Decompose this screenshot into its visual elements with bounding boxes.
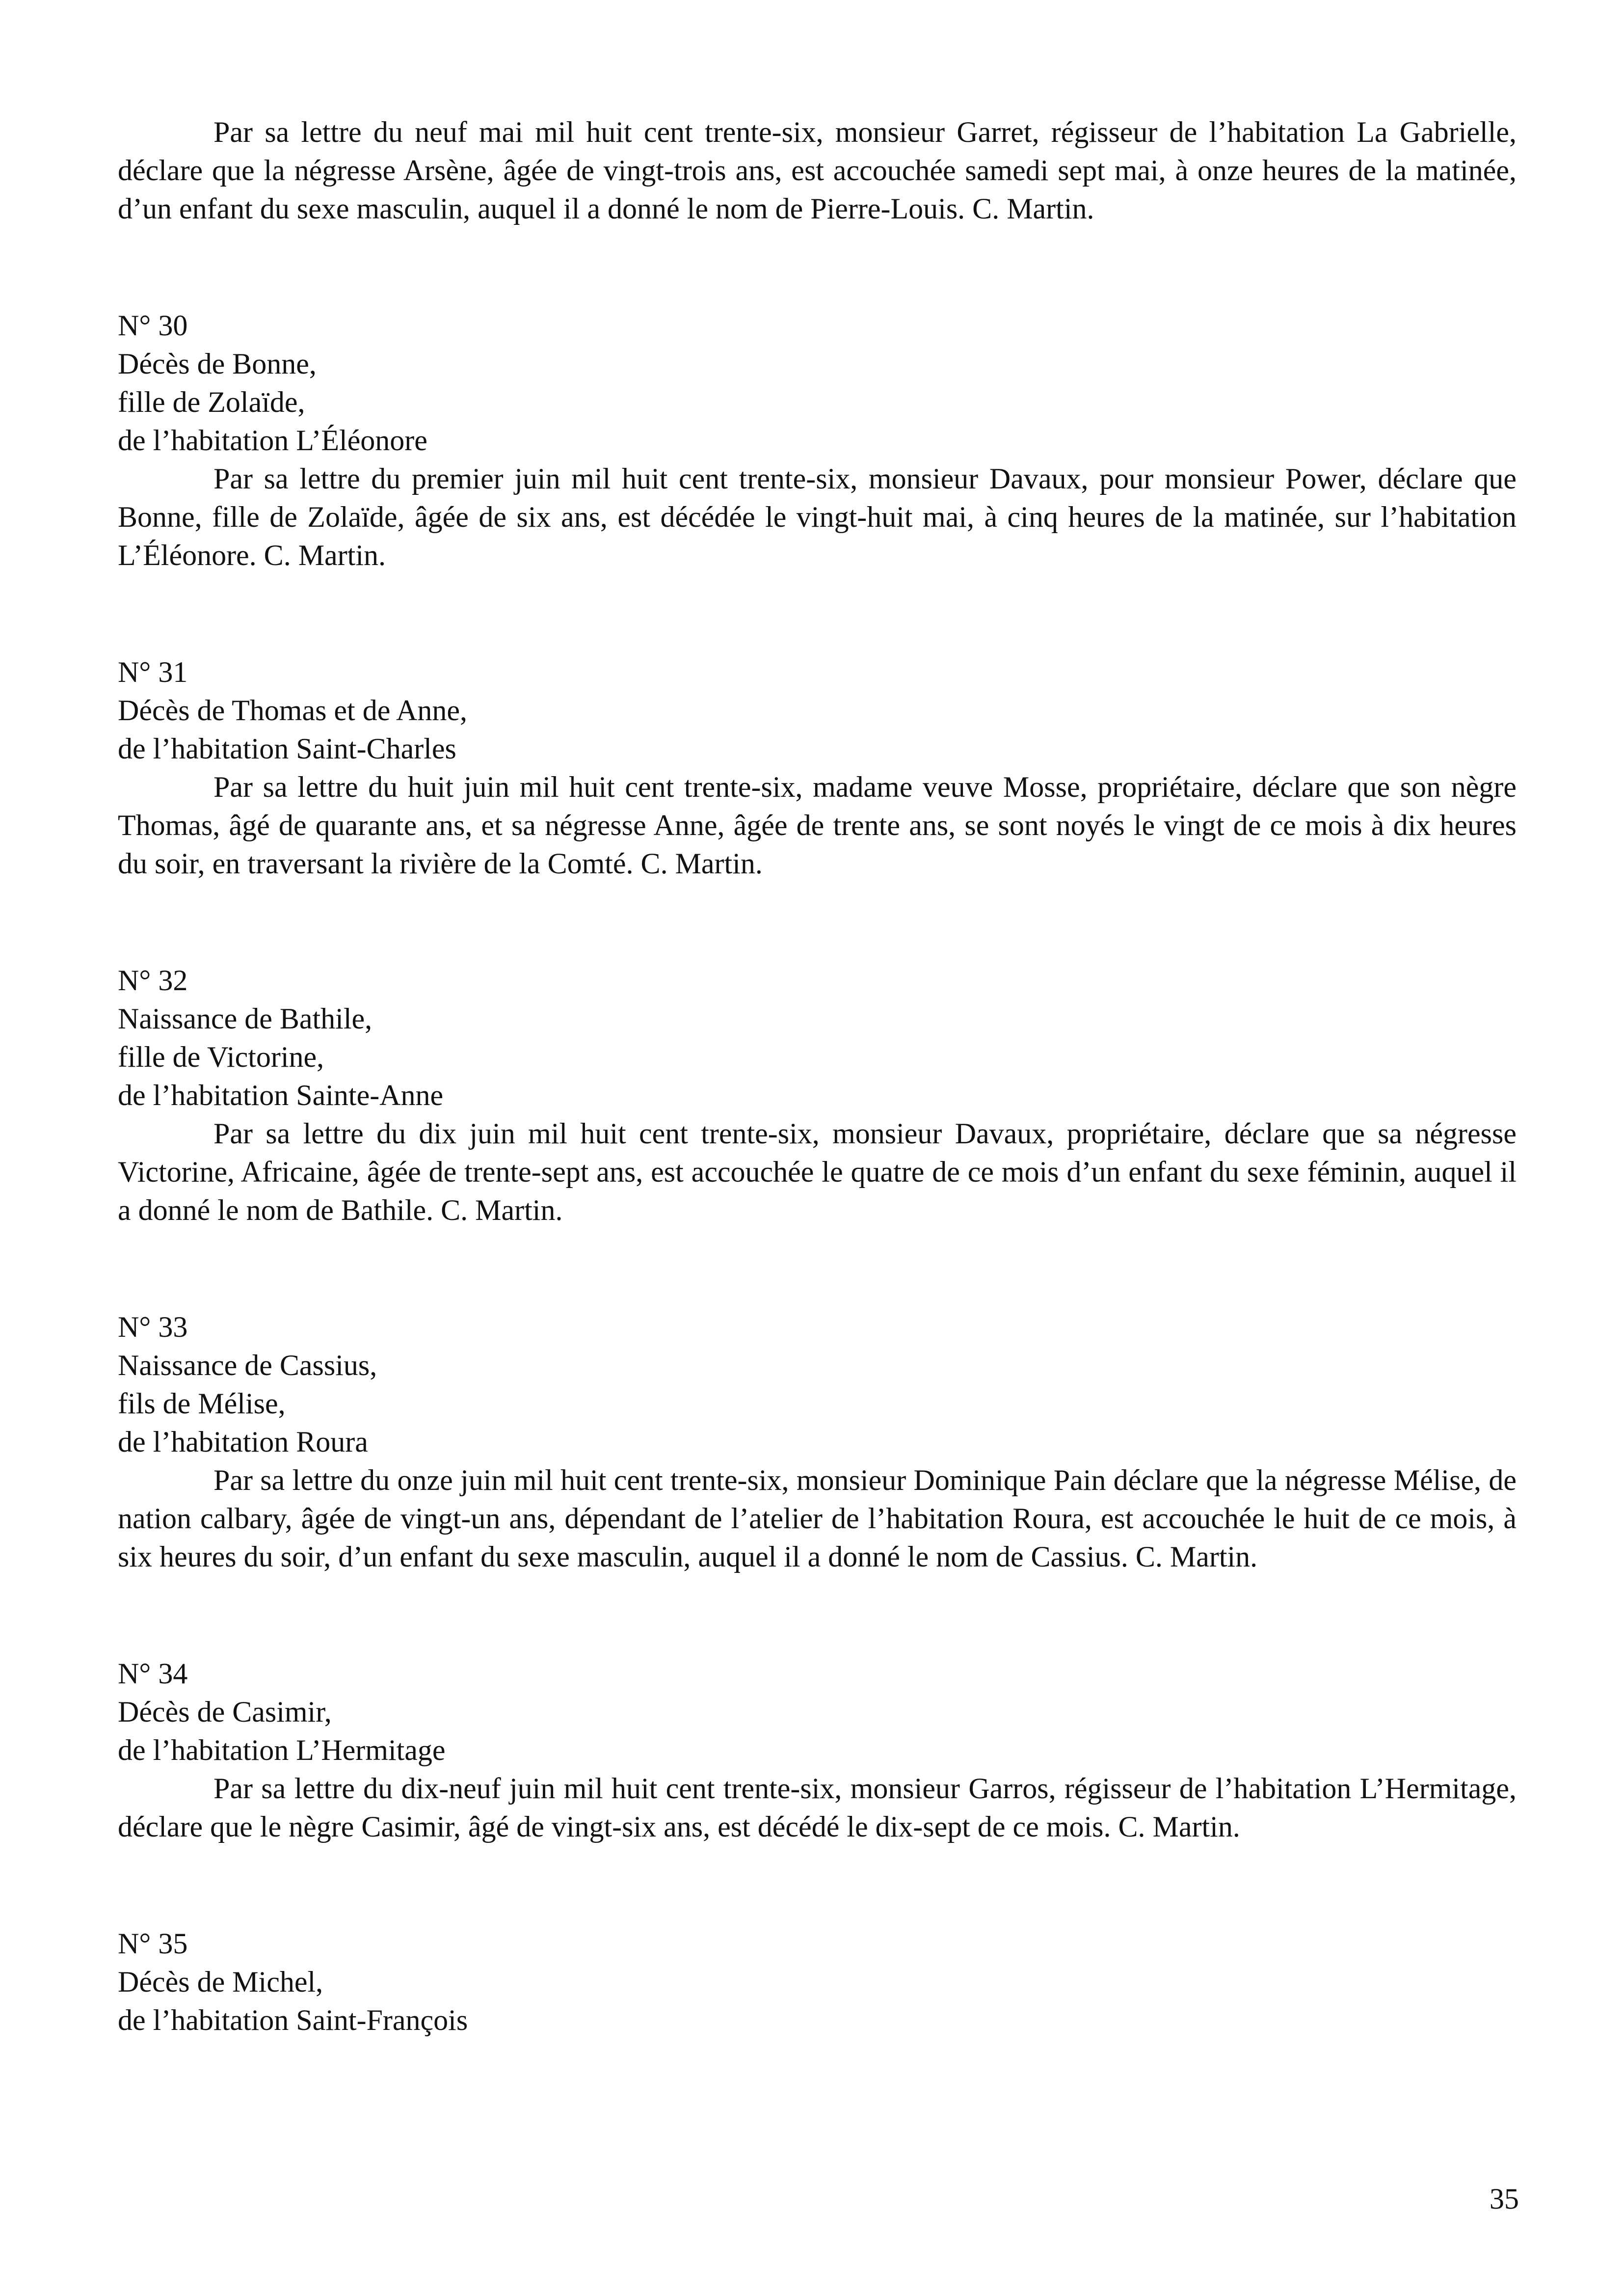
entry-heading-line: fille de Zolaïde, [118, 386, 305, 418]
entry-number: N° 35 [118, 1927, 188, 1960]
entry-heading-line: fille de Victorine, [118, 1041, 324, 1073]
entry-heading-line: de l’habitation Roura [118, 1426, 368, 1458]
entry-heading-line: Naissance de Bathile, [118, 1002, 372, 1035]
entry-31 [118, 653, 1517, 883]
entry-number: N° 34 [118, 1657, 188, 1690]
entry-body: Par sa lettre du dix-neuf juin mil huit cent trente-six, monsieur Garros, régisseur de l’habitation L’Hermitage, déclare que le nègre Casimir, âgé de vingt-six ans, est décédé le dix-sept de ce mois. C. Martin. [118, 1772, 1517, 1843]
entry-number: N° 30 [118, 309, 188, 342]
entry-heading-line: Décès de Michel, [118, 1966, 323, 1998]
opening-paragraph: Par sa lettre du neuf mai mil huit cent trente-six, monsieur Garret, régisseur de l’habitation La Gabrielle, déclare que la négresse Arsène, âgée de vingt-trois ans, est accouchée samedi sept mai, à onze heures de la matinée, d’un enfant du sexe masculin, auquel il a donné le nom de Pierre-Louis. C. Martin. [118, 116, 1517, 225]
entry-heading-line: de l’habitation L’Hermitage [118, 1734, 446, 1766]
entry-30 [118, 306, 1517, 574]
entry-body: Par sa lettre du onze juin mil huit cent trente-six, monsieur Dominique Pain déclare que la négresse Mélise, de nation calbary, âgée de vingt-un ans, dépendant de l’atelier de l’habitation Roura, est accouchée le huit de ce mois, à six heures du soir, d’un enfant du sexe masculin, auquel il a donné le nom de Cassius. C. Martin. [118, 1464, 1517, 1573]
entry-35 [118, 1924, 1517, 2039]
entry-heading-line: de l’habitation Saint-Charles [118, 732, 456, 765]
entry-heading-line: Décès de Casimir, [118, 1696, 332, 1728]
entry-34 [118, 1654, 1517, 1846]
entry-heading-line: de l’habitation Saint-François [118, 2004, 468, 2036]
entry-body: Par sa lettre du huit juin mil huit cent trente-six, madame veuve Mosse, propriétaire, déclare que son nègre Thomas, âgé de quarante ans, et sa négresse Anne, âgée de trente ans, se sont noyés le vingt de ce mois à dix heures du soir, en traversant la rivière de la Comté. C. Martin. [118, 771, 1517, 880]
entry-body: Par sa lettre du dix juin mil huit cent trente-six, monsieur Davaux, propriétaire, déclare que sa négresse Victorine, Africaine, âgée de trente-sept ans, est accouchée le quatre de ce mois d’un enfant du sexe féminin, auquel il a donné le nom de Bathile. C. Martin. [118, 1117, 1517, 1226]
entry-heading-line: Naissance de Cassius, [118, 1349, 377, 1381]
page-number: 35 [1490, 2183, 1519, 2215]
entry-heading-line: fils de Mélise, [118, 1387, 286, 1420]
entry-heading-line: Décès de Thomas et de Anne, [118, 694, 468, 727]
entry-heading-line: Décès de Bonne, [118, 348, 317, 380]
entry-heading-line: de l’habitation Sainte-Anne [118, 1079, 444, 1111]
entry-33 [118, 1308, 1517, 1576]
document-page [118, 113, 1517, 2039]
entry-number: N° 31 [118, 656, 188, 688]
entry-32 [118, 961, 1517, 1229]
entry-body: Par sa lettre du premier juin mil huit cent trente-six, monsieur Davaux, pour monsieur Power, déclare que Bonne, fille de Zolaïde, âgée de six ans, est décédée le vingt-huit mai, à cinq heures de la matinée, sur l’habitation L’Éléonore. C. Martin. [118, 462, 1517, 571]
entry-heading-line: de l’habitation L’Éléonore [118, 424, 427, 457]
entry-number: N° 33 [118, 1311, 188, 1343]
entry-number: N° 32 [118, 964, 188, 997]
